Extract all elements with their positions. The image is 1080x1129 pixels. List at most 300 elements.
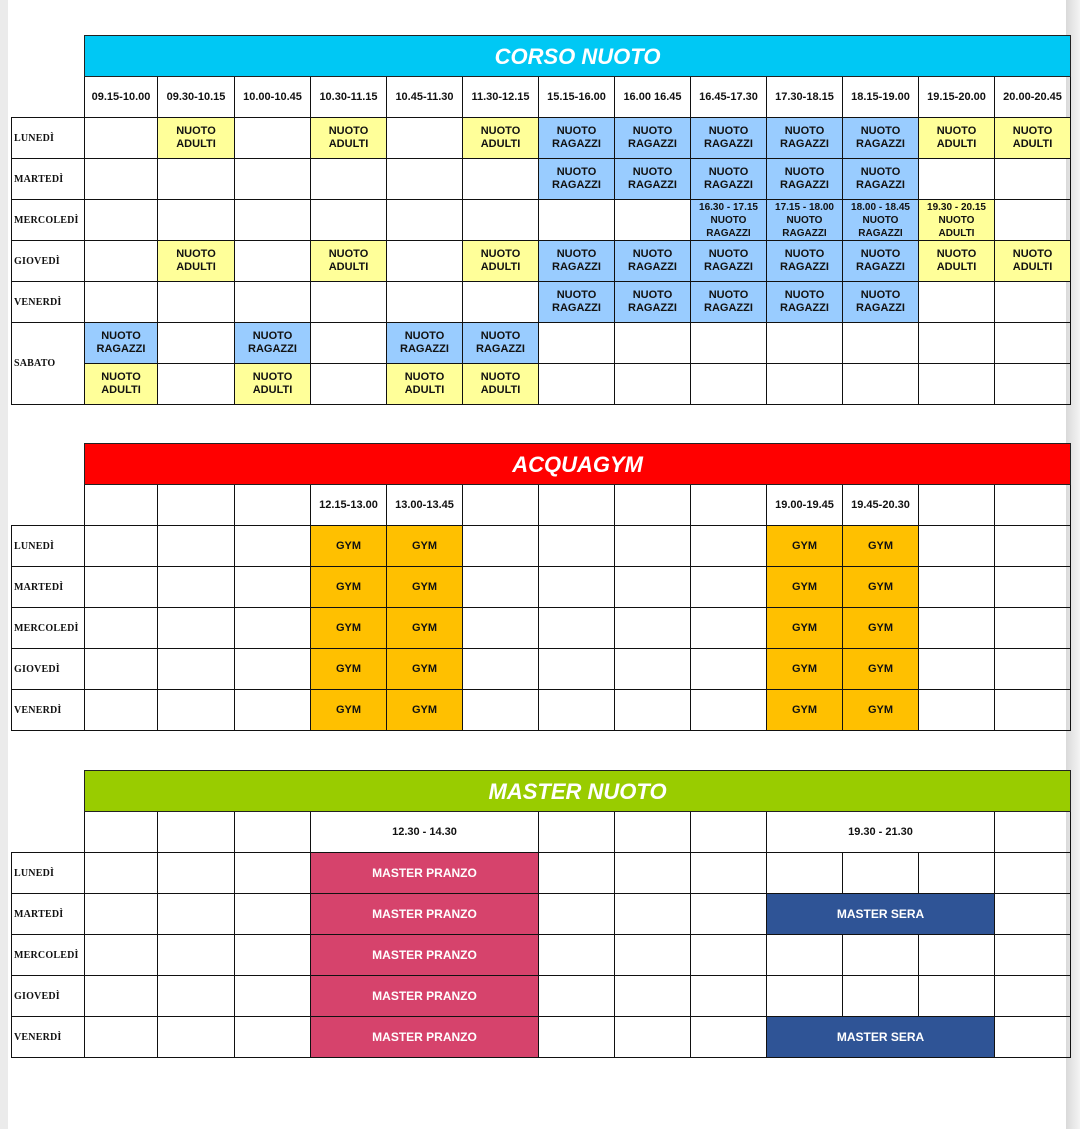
empty-cell (463, 159, 539, 200)
nuoto-ragazzi-cell (691, 159, 767, 200)
empty-cell (235, 649, 311, 690)
cell-text: 19.30 - 20.15 (927, 201, 986, 213)
empty-cell (85, 690, 158, 731)
empty-cell (919, 323, 995, 364)
nuoto-mercoledi-cell (843, 200, 919, 241)
nuoto-ragazzi-cell (615, 241, 691, 282)
cell-text: RAGAZZI (704, 261, 753, 273)
empty-cell (919, 282, 995, 323)
day-label: MARTEDÌ (12, 894, 85, 935)
nuoto-ragazzi-cell (767, 118, 843, 159)
empty-cell (235, 976, 311, 1017)
cell-text: NUOTO (632, 125, 673, 137)
empty-cell (463, 608, 539, 649)
empty-cell (995, 567, 1071, 608)
acquagym-table (11, 443, 1071, 731)
empty-cell (235, 485, 311, 526)
blank-corner (12, 444, 85, 485)
cell-text: ADULTI (936, 261, 977, 273)
nuoto-ragazzi-cell (387, 323, 463, 364)
empty-cell (235, 241, 311, 282)
day-label: VENERDÌ (12, 282, 85, 323)
day-label: GIOVEDÌ (12, 976, 85, 1017)
day-label: VENERDÌ (12, 690, 85, 731)
empty-cell (767, 853, 843, 894)
empty-cell (843, 935, 919, 976)
cell-text: ADULTI (936, 138, 977, 150)
empty-cell (387, 282, 463, 323)
cell-text: NUOTO (556, 166, 597, 178)
cell-text: ADULTI (480, 384, 521, 396)
empty-cell (691, 1017, 767, 1058)
cell-text: NUOTO (480, 371, 521, 383)
cell-text: ADULTI (176, 138, 216, 150)
empty-cell (85, 118, 158, 159)
empty-cell (919, 364, 995, 405)
cell-text: RAGAZZI (706, 227, 751, 239)
master-nuoto-table (11, 770, 1071, 1058)
empty-cell (843, 364, 919, 405)
day-label: LUNEDÌ (12, 118, 85, 159)
empty-cell (311, 200, 387, 241)
nuoto-mercoledi-cell (691, 200, 767, 241)
empty-cell (919, 608, 995, 649)
cell-text: ADULTI (1012, 138, 1053, 150)
gym-cell: GYM (387, 567, 463, 608)
cell-text: RAGAZZI (552, 302, 601, 314)
empty-cell (615, 690, 691, 731)
day-label: GIOVEDÌ (12, 649, 85, 690)
empty-cell (85, 1017, 158, 1058)
empty-cell (85, 853, 158, 894)
cell-text: ADULTI (480, 261, 521, 273)
time-header: 16.00 16.45 (615, 77, 691, 118)
empty-cell (539, 608, 615, 649)
cell-text: RAGAZZI (704, 179, 753, 191)
gym-cell: GYM (387, 608, 463, 649)
empty-cell (539, 649, 615, 690)
cell-text: RAGAZZI (780, 261, 829, 273)
nuoto-ragazzi-cell (843, 282, 919, 323)
empty-cell (919, 690, 995, 731)
empty-cell (615, 976, 691, 1017)
cell-text: NUOTO (176, 248, 216, 260)
empty-cell (919, 567, 995, 608)
master-pranzo-cell: MASTER PRANZO (311, 1017, 539, 1058)
empty-cell (85, 526, 158, 567)
gym-cell: GYM (767, 649, 843, 690)
empty-cell (387, 241, 463, 282)
cell-text: NUOTO (480, 330, 521, 342)
gym-cell: GYM (767, 690, 843, 731)
empty-cell (691, 690, 767, 731)
cell-text: NUOTO (936, 125, 977, 137)
nuoto-ragazzi-cell (691, 241, 767, 282)
empty-cell (691, 608, 767, 649)
empty-cell (235, 812, 311, 853)
empty-cell (235, 526, 311, 567)
day-label: MARTEDÌ (12, 159, 85, 200)
cell-text: RAGAZZI (782, 227, 827, 239)
empty-cell (158, 567, 235, 608)
empty-cell (235, 118, 311, 159)
empty-cell (767, 935, 843, 976)
time-header: 09.30-10.15 (158, 77, 235, 118)
empty-cell (539, 690, 615, 731)
cell-text: ADULTI (1012, 261, 1053, 273)
empty-cell (995, 364, 1071, 405)
empty-cell (615, 323, 691, 364)
empty-cell (767, 323, 843, 364)
time-header: 19.15-20.00 (919, 77, 995, 118)
empty-cell (615, 894, 691, 935)
nuoto-ragazzi-cell (691, 118, 767, 159)
gym-cell: GYM (843, 649, 919, 690)
empty-cell (539, 894, 615, 935)
nuoto-ragazzi-cell (235, 323, 311, 364)
gym-cell: GYM (843, 690, 919, 731)
cell-text: NUOTO (556, 248, 597, 260)
empty-cell (539, 200, 615, 241)
nuoto-ragazzi-cell (843, 159, 919, 200)
empty-cell (387, 118, 463, 159)
empty-cell (767, 976, 843, 1017)
empty-cell (691, 526, 767, 567)
empty-cell (463, 485, 539, 526)
time-header: 12.15-13.00 (311, 485, 387, 526)
empty-cell (691, 812, 767, 853)
empty-cell (158, 812, 235, 853)
empty-cell (843, 976, 919, 1017)
cell-text: NUOTO (786, 214, 823, 226)
empty-cell (539, 935, 615, 976)
cell-text: RAGAZZI (628, 261, 677, 273)
master-pranzo-cell: MASTER PRANZO (311, 935, 539, 976)
empty-cell (539, 853, 615, 894)
gym-cell: GYM (767, 526, 843, 567)
blank-corner (12, 77, 85, 118)
acquagym-title: ACQUAGYM (85, 444, 1071, 485)
cell-text: NUOTO (708, 125, 749, 137)
empty-cell (85, 894, 158, 935)
empty-cell (767, 364, 843, 405)
time-header: 15.15-16.00 (539, 77, 615, 118)
empty-cell (995, 690, 1071, 731)
day-label: MERCOLEDÌ (12, 935, 85, 976)
nuoto-adulti-cell (311, 241, 387, 282)
empty-cell (158, 935, 235, 976)
day-label: MARTEDÌ (12, 567, 85, 608)
empty-cell (919, 649, 995, 690)
empty-cell (615, 526, 691, 567)
nuoto-ragazzi-cell (539, 282, 615, 323)
empty-cell (995, 159, 1071, 200)
time-header: 12.30 - 14.30 (311, 812, 539, 853)
empty-cell (158, 894, 235, 935)
master-pranzo-cell: MASTER PRANZO (311, 976, 539, 1017)
day-label: SABATO (12, 323, 85, 405)
nuoto-adulti-cell (463, 364, 539, 405)
empty-cell (691, 894, 767, 935)
cell-text: RAGAZZI (248, 343, 297, 355)
cell-text: NUOTO (176, 125, 216, 137)
cell-text: NUOTO (252, 371, 293, 383)
cell-text: RAGAZZI (628, 179, 677, 191)
nuoto-adulti-cell (158, 241, 235, 282)
empty-cell (919, 935, 995, 976)
empty-cell (85, 976, 158, 1017)
gym-cell: GYM (311, 567, 387, 608)
cell-text: NUOTO (860, 289, 901, 301)
time-header: 19.45-20.30 (843, 485, 919, 526)
empty-cell (235, 894, 311, 935)
empty-cell (158, 608, 235, 649)
empty-cell (85, 241, 158, 282)
empty-cell (311, 323, 387, 364)
cell-text: NUOTO (632, 166, 673, 178)
day-label: GIOVEDÌ (12, 241, 85, 282)
time-header: 10.00-10.45 (235, 77, 311, 118)
cell-text: RAGAZZI (704, 138, 753, 150)
cell-text: NUOTO (860, 248, 901, 260)
empty-cell (691, 567, 767, 608)
empty-cell (235, 1017, 311, 1058)
empty-cell (615, 935, 691, 976)
nuoto-adulti-cell (919, 118, 995, 159)
empty-cell (615, 485, 691, 526)
empty-cell (85, 649, 158, 690)
cell-text: NUOTO (708, 166, 749, 178)
empty-cell (919, 485, 995, 526)
empty-cell (539, 1017, 615, 1058)
cell-text: RAGAZZI (628, 302, 677, 314)
empty-cell (539, 567, 615, 608)
empty-cell (691, 853, 767, 894)
cell-text: RAGAZZI (552, 179, 601, 191)
cell-text: NUOTO (1012, 125, 1053, 137)
empty-cell (463, 282, 539, 323)
empty-cell (691, 323, 767, 364)
empty-cell (615, 853, 691, 894)
cell-text: RAGAZZI (858, 227, 903, 239)
empty-cell (387, 200, 463, 241)
cell-text: RAGAZZI (856, 302, 905, 314)
empty-cell (919, 976, 995, 1017)
empty-cell (691, 485, 767, 526)
empty-cell (615, 812, 691, 853)
nuoto-adulti-cell (235, 364, 311, 405)
gym-cell: GYM (311, 526, 387, 567)
cell-text: NUOTO (784, 166, 825, 178)
cell-text: NUOTO (632, 289, 673, 301)
gym-cell: GYM (767, 567, 843, 608)
empty-cell (158, 323, 235, 364)
corso-nuoto-table (11, 35, 1071, 405)
empty-cell (919, 526, 995, 567)
corso-nuoto-title: CORSO NUOTO (85, 36, 1071, 77)
empty-cell (235, 282, 311, 323)
empty-cell (463, 200, 539, 241)
cell-text: RAGAZZI (780, 138, 829, 150)
empty-cell (235, 200, 311, 241)
master-pranzo-cell: MASTER PRANZO (311, 894, 539, 935)
cell-text: NUOTO (252, 330, 293, 342)
gym-cell: GYM (843, 608, 919, 649)
empty-cell (158, 282, 235, 323)
nuoto-ragazzi-cell (767, 241, 843, 282)
time-header: 19.00-19.45 (767, 485, 843, 526)
gym-cell: GYM (387, 649, 463, 690)
nuoto-adulti-cell (311, 118, 387, 159)
nuoto-adulti-cell (463, 241, 539, 282)
cell-text: ADULTI (328, 138, 369, 150)
cell-text: ADULTI (176, 261, 216, 273)
empty-cell (158, 853, 235, 894)
nuoto-adulti-cell (463, 118, 539, 159)
cell-text: NUOTO (556, 289, 597, 301)
time-header: 18.15-19.00 (843, 77, 919, 118)
empty-cell (539, 812, 615, 853)
cell-text: ADULTI (252, 384, 293, 396)
cell-text: 18.00 - 18.45 (851, 201, 910, 213)
empty-cell (691, 976, 767, 1017)
empty-cell (539, 976, 615, 1017)
cell-text: NUOTO (556, 125, 597, 137)
nuoto-ragazzi-cell (615, 118, 691, 159)
cell-text: 16.30 - 17.15 (699, 201, 758, 213)
empty-cell (995, 812, 1071, 853)
cell-text: NUOTO (936, 248, 977, 260)
empty-cell (615, 608, 691, 649)
empty-cell (691, 649, 767, 690)
empty-cell (691, 364, 767, 405)
nuoto-ragazzi-cell (539, 118, 615, 159)
empty-cell (615, 200, 691, 241)
gym-cell: GYM (843, 567, 919, 608)
empty-cell (85, 159, 158, 200)
gym-cell: GYM (767, 608, 843, 649)
empty-cell (85, 935, 158, 976)
empty-cell (463, 649, 539, 690)
nuoto-ragazzi-cell (843, 241, 919, 282)
gym-cell: GYM (387, 690, 463, 731)
day-label: MERCOLEDÌ (12, 608, 85, 649)
nuoto-ragazzi-cell (843, 118, 919, 159)
empty-cell (235, 608, 311, 649)
nuoto-ragazzi-cell (463, 323, 539, 364)
gym-cell: GYM (311, 649, 387, 690)
time-header: 17.30-18.15 (767, 77, 843, 118)
empty-cell (539, 526, 615, 567)
cell-text: NUOTO (784, 289, 825, 301)
empty-cell (158, 159, 235, 200)
empty-cell (843, 323, 919, 364)
blank-corner (12, 36, 85, 77)
empty-cell (158, 649, 235, 690)
blank-corner (12, 812, 85, 853)
empty-cell (919, 853, 995, 894)
empty-cell (995, 526, 1071, 567)
nuoto-ragazzi-cell (767, 282, 843, 323)
empty-cell (463, 567, 539, 608)
empty-cell (995, 976, 1071, 1017)
cell-text: NUOTO (404, 330, 445, 342)
cell-text: RAGAZZI (704, 302, 753, 314)
cell-text: ADULTI (480, 138, 521, 150)
nuoto-adulti-cell (85, 364, 158, 405)
empty-cell (995, 649, 1071, 690)
time-header: 13.00-13.45 (387, 485, 463, 526)
time-header: 10.45-11.30 (387, 77, 463, 118)
nuoto-mercoledi-cell (919, 200, 995, 241)
empty-cell (539, 485, 615, 526)
empty-cell (85, 812, 158, 853)
empty-cell (995, 853, 1071, 894)
empty-cell (463, 526, 539, 567)
empty-cell (843, 853, 919, 894)
empty-cell (615, 1017, 691, 1058)
cell-text: NUOTO (860, 166, 901, 178)
empty-cell (995, 935, 1071, 976)
cell-text: RAGAZZI (780, 302, 829, 314)
empty-cell (85, 608, 158, 649)
nuoto-adulti-cell (919, 241, 995, 282)
time-header: 19.30 - 21.30 (767, 812, 995, 853)
empty-cell (919, 159, 995, 200)
gym-cell: GYM (387, 526, 463, 567)
empty-cell (158, 364, 235, 405)
cell-text: RAGAZZI (780, 179, 829, 191)
gym-cell: GYM (311, 608, 387, 649)
empty-cell (463, 690, 539, 731)
empty-cell (158, 485, 235, 526)
empty-cell (85, 567, 158, 608)
time-header: 16.45-17.30 (691, 77, 767, 118)
cell-text: RAGAZZI (628, 138, 677, 150)
nuoto-adulti-cell (387, 364, 463, 405)
cell-text: NUOTO (708, 248, 749, 260)
cell-text: NUOTO (862, 214, 899, 226)
empty-cell (539, 323, 615, 364)
day-label: MERCOLEDÌ (12, 200, 85, 241)
empty-cell (235, 935, 311, 976)
cell-text: NUOTO (708, 289, 749, 301)
empty-cell (235, 853, 311, 894)
nuoto-ragazzi-cell (767, 159, 843, 200)
empty-cell (995, 608, 1071, 649)
cell-text: NUOTO (710, 214, 747, 226)
empty-cell (158, 1017, 235, 1058)
cell-text: ADULTI (328, 261, 369, 273)
cell-text: NUOTO (404, 371, 445, 383)
cell-text: RAGAZZI (552, 261, 601, 273)
nuoto-ragazzi-cell (615, 159, 691, 200)
nuoto-adulti-cell (158, 118, 235, 159)
empty-cell (311, 364, 387, 405)
time-header: 10.30-11.15 (311, 77, 387, 118)
empty-cell (158, 976, 235, 1017)
cell-text: RAGAZZI (856, 138, 905, 150)
empty-cell (995, 200, 1071, 241)
empty-cell (158, 690, 235, 731)
cell-text: NUOTO (101, 371, 141, 383)
nuoto-adulti-cell (995, 118, 1071, 159)
gym-cell: GYM (843, 526, 919, 567)
time-header: 20.00-20.45 (995, 77, 1071, 118)
empty-cell (158, 200, 235, 241)
cell-text: NUOTO (1012, 248, 1053, 260)
cell-text: RAGAZZI (856, 179, 905, 191)
